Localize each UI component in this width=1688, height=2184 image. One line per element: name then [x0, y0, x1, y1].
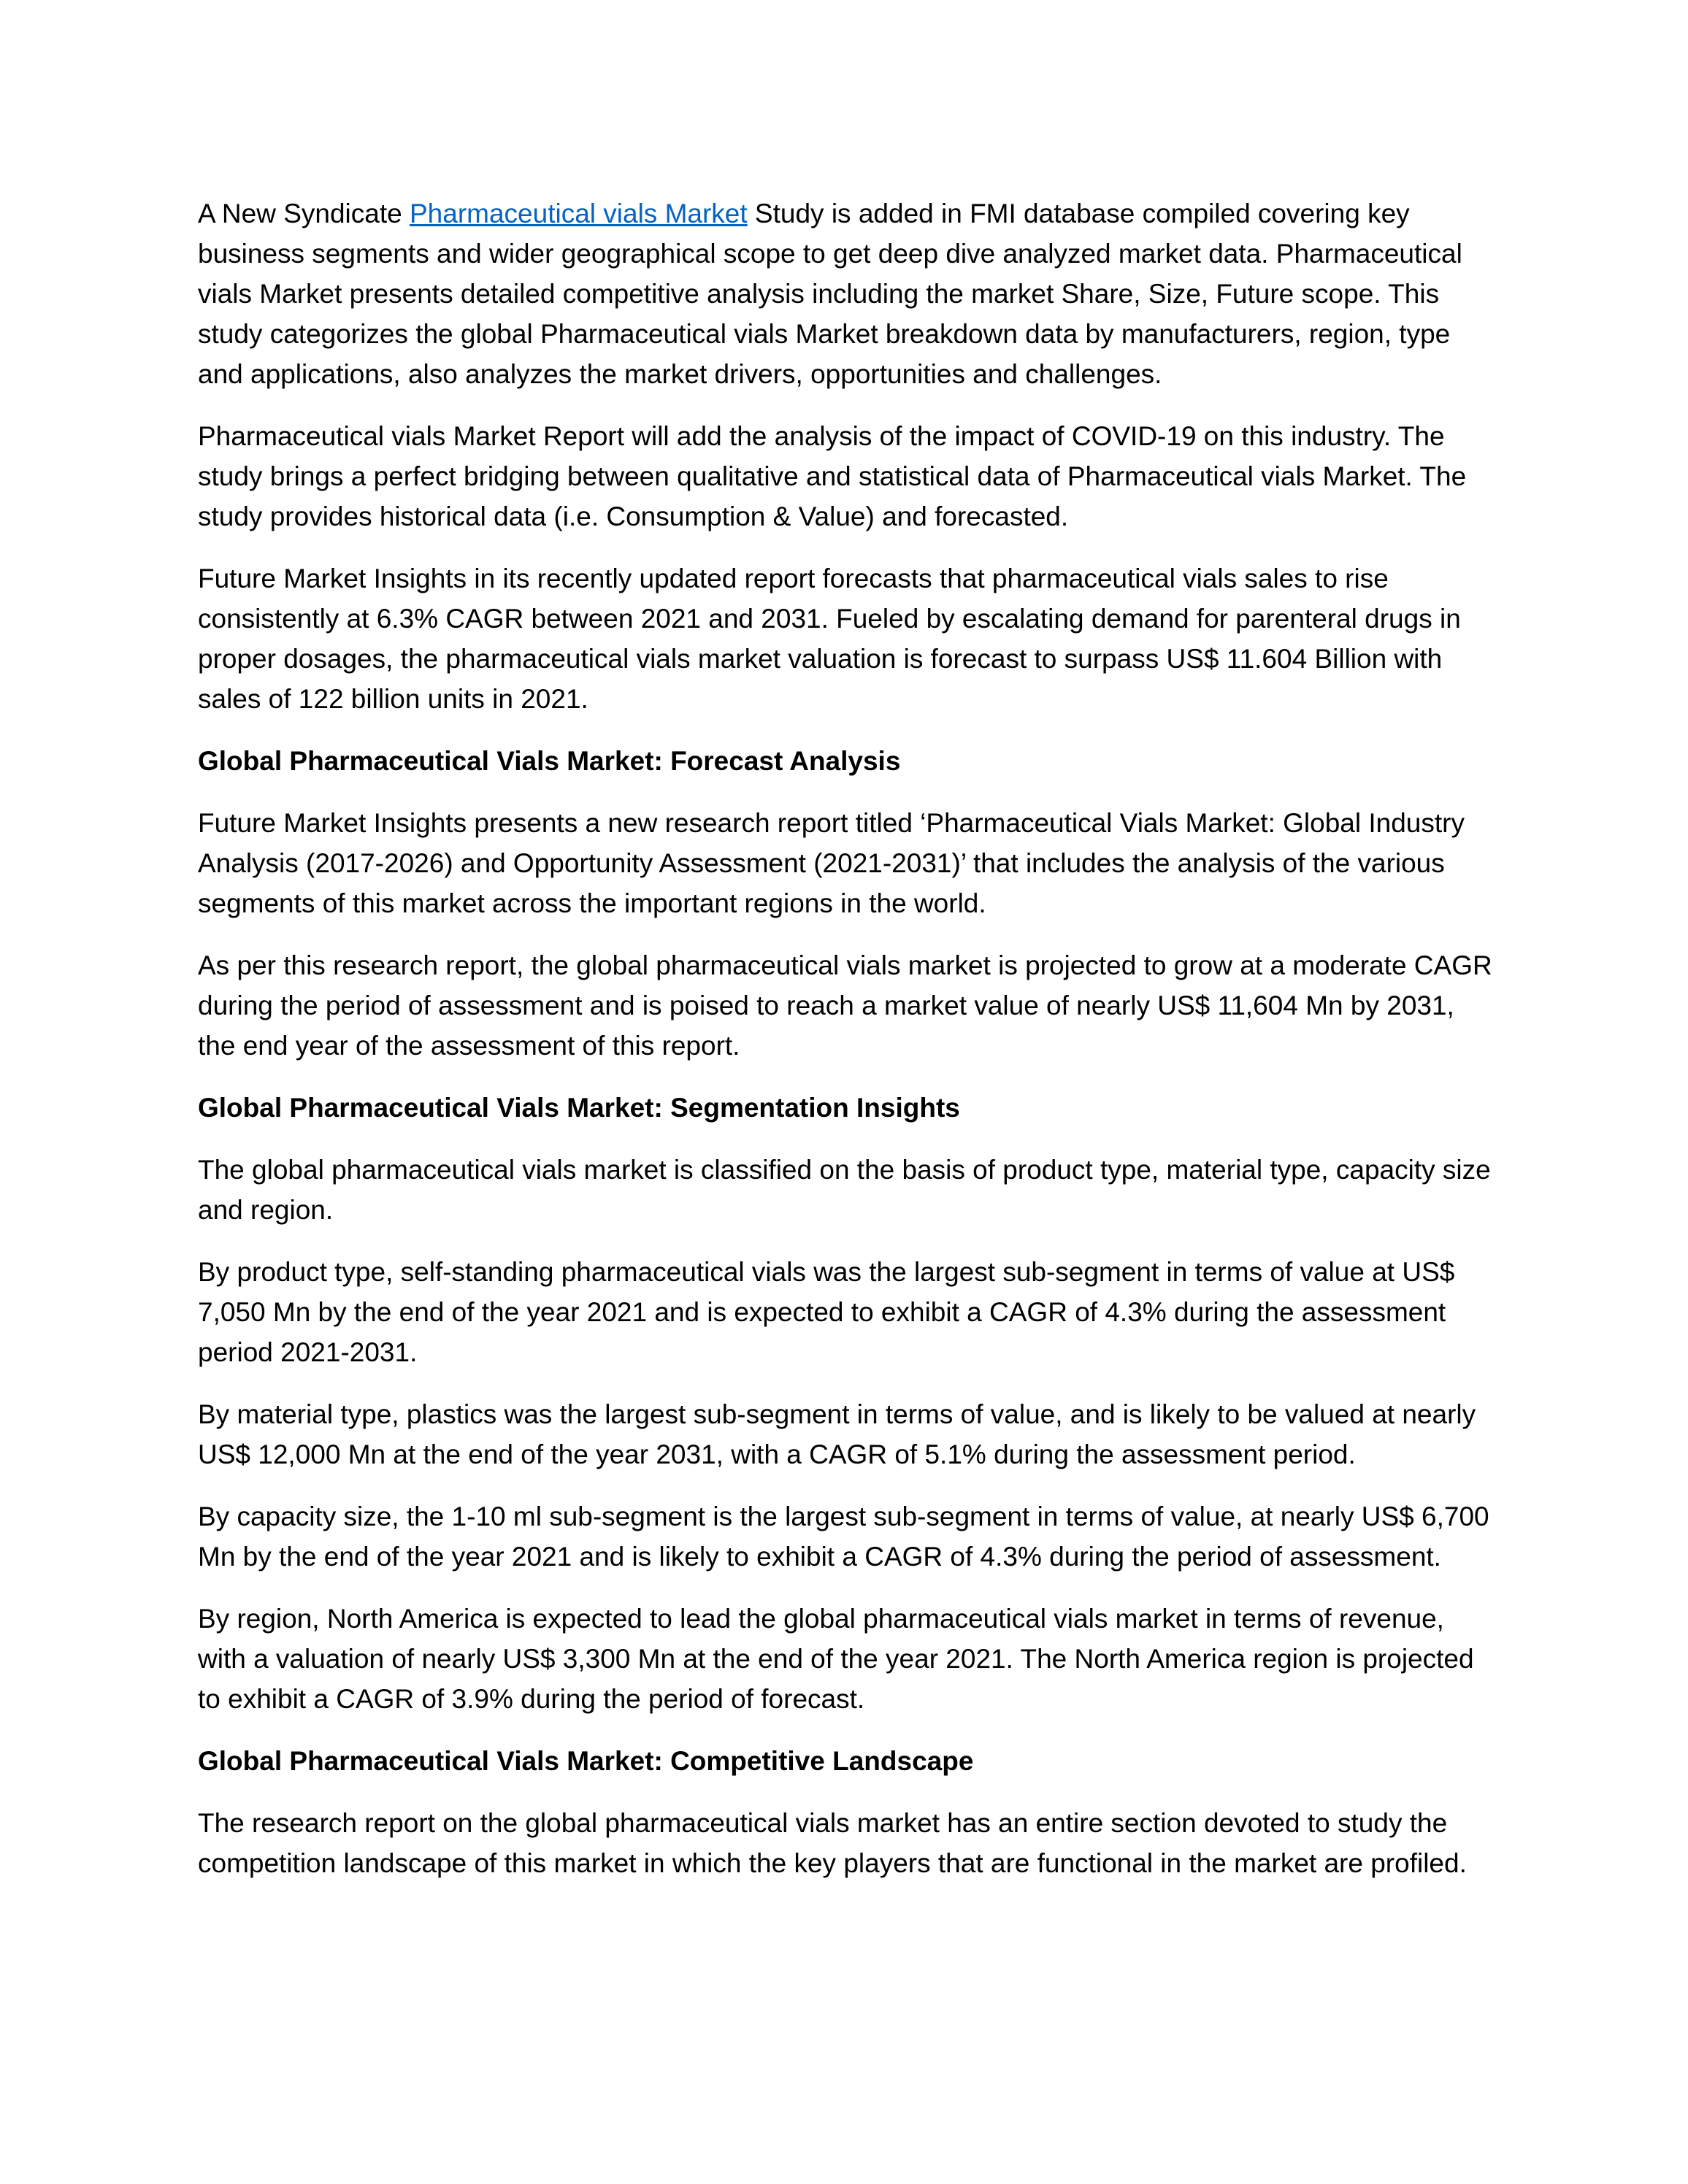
paragraph-material-type: By material type, plastics was the largest sub-segment in terms of value, and is likely to be valued at nearly US$ 12,000 Mn at the end of the year 2031, with a CAGR of 5.1% during the assessment period. [198, 1399, 1476, 1469]
paragraph-report-title: Future Market Insights presents a new research report titled ‘Pharmaceutical Vials Market: Global Industry Analysis (2017-2026) and Opportunity Assessment (2021-2031)’ that includes the analysis of the various segments of this market across the important regions in the world. [198, 808, 1465, 918]
paragraph-capacity-size: By capacity size, the 1-10 ml sub-segment is the largest sub-segment in terms of value, at nearly US$ 6,700 Mn by the end of the year 2021 and is likely to exhibit a CAGR of 4.3% during the period of assessment. [198, 1502, 1489, 1572]
document-page [198, 193, 1497, 1905]
paragraph-covid-impact: Pharmaceutical vials Market Report will add the analysis of the impact of COVID-19 on this industry. The study brings a perfect bridging between qualitative and statistical data of Pharmaceutical vials Market. The study provides historical data (i.e. Consumption & Value) and forecasted. [198, 421, 1467, 531]
paragraph-competition: The research report on the global pharmaceutical vials market has an entire section devoted to study the competition landscape of this market in which the key players that are functional in the market are profiled. [198, 1808, 1467, 1878]
intro-before-link: A New Syndicate [198, 199, 410, 228]
pharmaceutical-vials-market-link[interactable]: Pharmaceutical vials Market [409, 199, 748, 228]
heading-competitive-landscape: Global Pharmaceutical Vials Market: Competitive Landscape [198, 1746, 974, 1776]
paragraph-region: By region, North America is expected to lead the global pharmaceutical vials market in terms of revenue, with a valuation of nearly US$ 3,300 Mn at the end of the year 2021. The North America region is projected to exhibit a CAGR of 3.9% during the period of forecast. [198, 1604, 1474, 1714]
paragraph-cagr-forecast: Future Market Insights in its recently updated report forecasts that pharmaceutical vials sales to rise consistently at 6.3% CAGR between 2021 and 2031. Fueled by escalating demand for parenteral drugs in proper dosages, the pharmaceutical vials market valuation is forecast to surpass US$ 11.604 Billion with sales of 122 billion units in 2021. [198, 564, 1461, 714]
intro-paragraph [198, 193, 1497, 394]
paragraph-classification: The global pharmaceutical vials market is classified on the basis of product type, material type, capacity size and region. [198, 1155, 1491, 1225]
intro-after-link: Study is added in FMI database compiled covering key business segments and wider geographical scope to get deep dive analyzed market data. Pharmaceutical vials Market presents detailed competitive analysis including the market Share, Size, Future scope. This study categorizes the global Pharmaceutical vials Market breakdown data by manufacturers, region, type and applications, also analyzes the market drivers, opportunities and challenges. [198, 199, 1462, 389]
paragraph-market-value: As per this research report, the global pharmaceutical vials market is projected to grow at a moderate CAGR during the period of assessment and is poised to reach a market value of nearly US$ 11,604 Mn by 2031, the end year of the assessment of this report. [198, 950, 1492, 1061]
paragraph-product-type: By product type, self-standing pharmaceutical vials was the largest sub-segment in terms of value at US$ 7,050 Mn by the end of the year 2021 and is expected to exhibit a CAGR of 4.3% during the assessment period 2021-2031. [198, 1257, 1455, 1367]
heading-segmentation-insights: Global Pharmaceutical Vials Market: Segmentation Insights [198, 1093, 960, 1123]
heading-forecast-analysis: Global Pharmaceutical Vials Market: Forecast Analysis [198, 746, 901, 776]
